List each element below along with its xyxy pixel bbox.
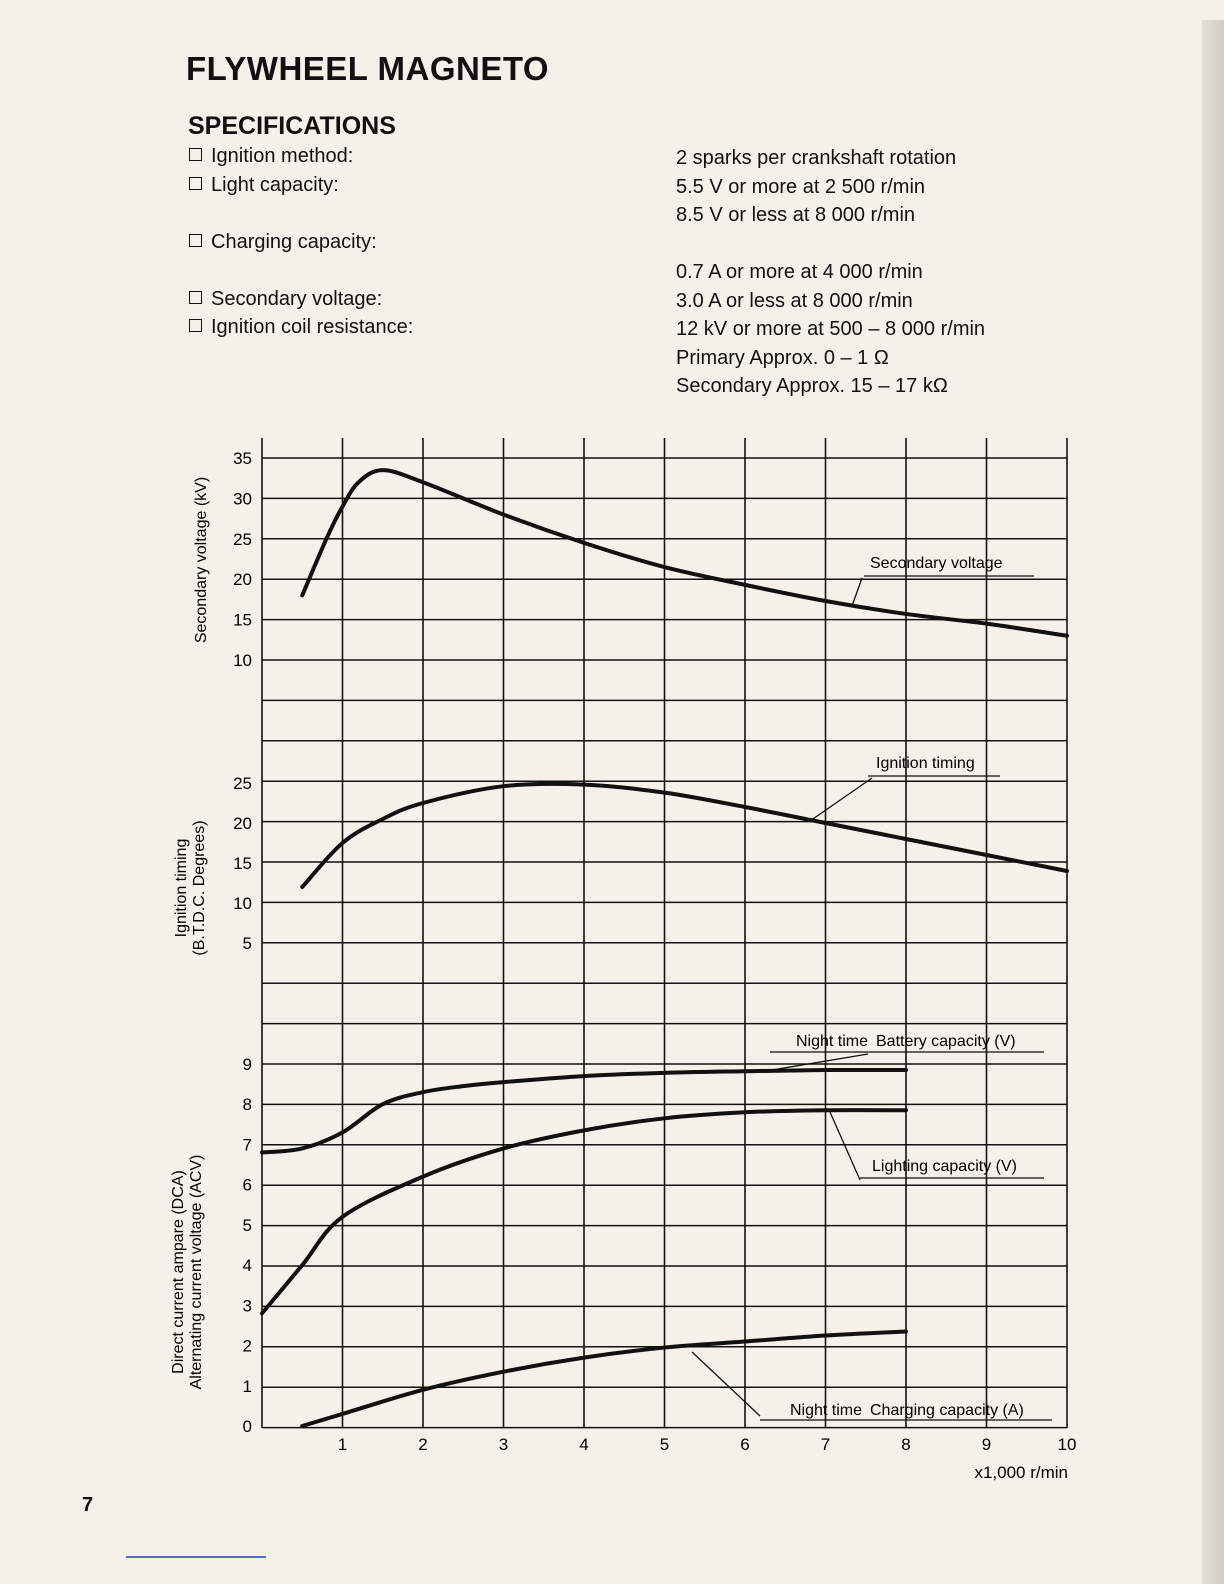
y-tick-label: 15	[233, 854, 252, 873]
series-line-ignition-timing	[302, 784, 1067, 887]
x-tick-label: 9	[981, 1435, 992, 1454]
series-label: Charging capacity (A)	[870, 1402, 1024, 1419]
y-tick-label: 0	[242, 1417, 252, 1436]
y-tick-label: 3	[242, 1296, 252, 1316]
y-tick-label: 35	[233, 449, 252, 468]
spec-value: 8.5 V or less at 8 000 r/min	[676, 204, 916, 226]
y-tick-label: 20	[233, 570, 252, 590]
callout-leader	[810, 778, 872, 821]
y-tick-label: 10	[233, 651, 252, 670]
spec-value: 12 kV or more at 500 – 8 000 r/min	[676, 318, 986, 340]
x-tick-label: 1	[337, 1435, 348, 1454]
y-tick-label: 6	[242, 1175, 252, 1195]
series-label-prefix: Night time	[795, 1033, 868, 1050]
series-label: Ignition timing	[876, 755, 975, 772]
series-label: Secondary voltage	[870, 555, 1003, 572]
y-tick-label: 4	[242, 1256, 252, 1276]
x-tick-label: 3	[498, 1435, 509, 1454]
y-tick-label: 30	[233, 489, 252, 509]
x-tick-label: 2	[418, 1435, 428, 1454]
spec-label-ignition-method: Ignition method:	[189, 142, 413, 171]
series-label: Lighting capacity (V)	[872, 1158, 1017, 1175]
series-label: Battery capacity (V)	[876, 1033, 1016, 1050]
callout-leader	[692, 1352, 760, 1416]
y-tick-label: 5	[242, 1215, 252, 1235]
y-tick-label: 1	[242, 1376, 252, 1396]
y-tick-label: 20	[233, 814, 252, 833]
footer-rule	[126, 1556, 266, 1558]
spec-value: 2 sparks per crankshaft rotation	[676, 147, 957, 169]
x-tick-label: 4	[579, 1435, 589, 1454]
callout-leader	[830, 1112, 860, 1180]
x-tick-label: 8	[901, 1435, 911, 1454]
spec-value: 0.7 A or more at 4 000 r/min	[676, 261, 923, 283]
x-tick-label: 7	[820, 1435, 831, 1454]
spec-label-ignition-coil-resistance: Ignition coil resistance:	[189, 313, 413, 342]
y-tick-label: 25	[233, 529, 252, 549]
y-tick-label: 9	[242, 1055, 252, 1074]
callout-leader	[852, 578, 862, 606]
spec-value: Primary Approx. 0 – 1 Ω	[676, 346, 889, 369]
y-tick-label: 15	[233, 610, 252, 630]
x-tick-label: 5	[659, 1435, 670, 1454]
spec-value: 5.5 V or more at 2 500 r/min	[676, 175, 926, 198]
y-axis-label: Secondary voltage (kV)	[193, 476, 210, 644]
y-tick-label: 8	[242, 1095, 252, 1115]
spec-label-charging-capacity: Charging capacity:	[189, 228, 413, 257]
x-tick-label: 10	[1057, 1435, 1077, 1454]
specifications-heading: SPECIFICATIONS	[188, 112, 396, 140]
x-axis-label: x1,000 r/min	[974, 1463, 1068, 1482]
spec-label-light-capacity: Light capacity:	[189, 171, 413, 200]
spec-label-secondary-voltage: Secondary voltage:	[189, 285, 413, 314]
y-tick-label: 10	[233, 894, 252, 913]
page-title: FLYWHEEL MAGNETO	[186, 50, 550, 87]
spec-value: Secondary Approx. 15 – 17 kΩ	[676, 375, 948, 397]
y-axis-label: Direct current ampare (DCA)	[170, 1170, 187, 1374]
y-axis-label: Alternating current voltage (ACV)	[188, 1154, 205, 1390]
y-tick-label: 5	[242, 934, 252, 953]
y-tick-label: 2	[242, 1336, 252, 1356]
y-tick-label: 25	[233, 774, 252, 793]
x-tick-label: 6	[740, 1435, 750, 1454]
y-axis-label: Ignition timing	[173, 838, 190, 938]
y-axis-label: (B.T.D.C. Degrees)	[191, 820, 208, 956]
y-tick-label: 7	[242, 1135, 252, 1155]
page-number: 7	[82, 1494, 94, 1516]
spec-value: 3.0 A or less at 8 000 r/min	[676, 289, 913, 312]
series-label-prefix: Night time	[789, 1402, 862, 1419]
series-line-secondary-voltage	[302, 470, 1067, 636]
